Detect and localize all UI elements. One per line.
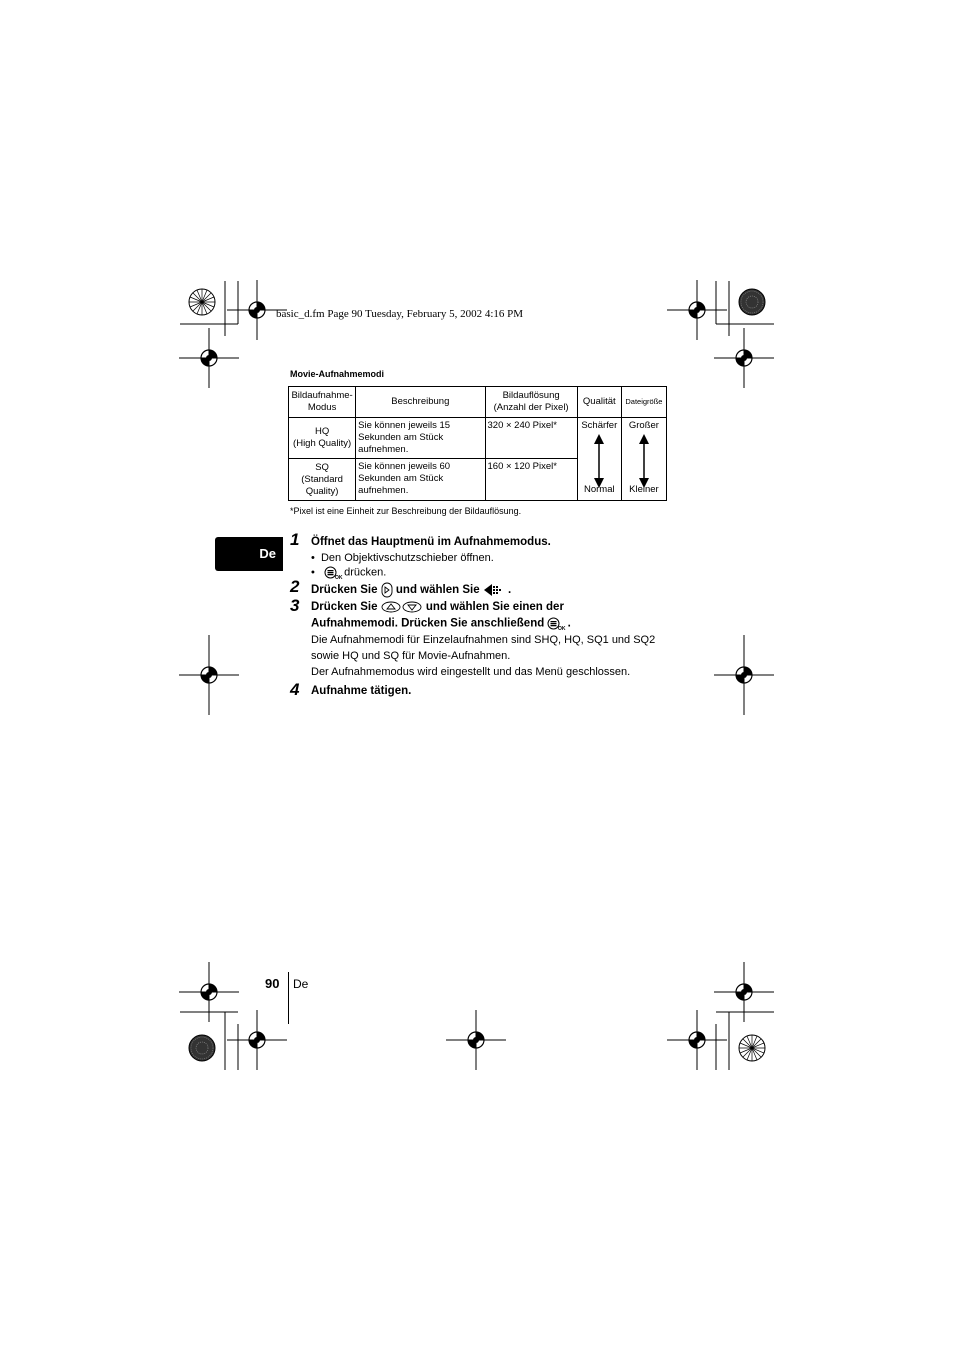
header-quality: Qualität bbox=[577, 387, 621, 418]
row-description: Sie können jeweils 15 Sekunden am Stück aufnehmen. bbox=[356, 418, 485, 459]
page-number: 90 bbox=[265, 976, 280, 991]
step-2-text bbox=[311, 582, 511, 598]
row-mode: SQ (Standard Quality) bbox=[289, 459, 356, 501]
bullet: • bbox=[311, 566, 315, 579]
step-3-line-2-text: Aufnahmemodi. Drücken Sie anschließend bbox=[311, 617, 545, 630]
header-mode: Bildaufnahme- Modus bbox=[289, 387, 356, 418]
step-2-part-1: Drücken Sie bbox=[311, 584, 378, 597]
step-3-line-2 bbox=[311, 617, 571, 630]
svg-text:OK: OK bbox=[558, 626, 566, 632]
header-file-size: Dateigröße bbox=[621, 387, 666, 418]
step-1-bullet-1 bbox=[311, 552, 494, 564]
table-row bbox=[289, 418, 667, 459]
size-top-label: Großer bbox=[628, 420, 659, 431]
arrow-pad-right-icon bbox=[381, 582, 393, 598]
row-mode: HQ (High Quality) bbox=[289, 418, 356, 459]
row-resolution: 160 × 120 Pixel* bbox=[485, 459, 577, 501]
step-2-number: 2 bbox=[290, 577, 300, 596]
step-3-body-2: sowie HQ und SQ für Movie-Aufnahmen. bbox=[311, 650, 511, 662]
step-4-number: 4 bbox=[290, 680, 300, 699]
page-language: De bbox=[293, 977, 309, 991]
step-1-number: 1 bbox=[290, 530, 300, 549]
ok-menu-button-icon bbox=[324, 566, 341, 579]
bullet-text: drücken. bbox=[344, 566, 387, 579]
quality-top-label: Schärfer bbox=[581, 420, 618, 431]
language-tab: De bbox=[215, 537, 283, 571]
bullet-text: Den Objektivschutzschieber öffnen. bbox=[320, 552, 494, 564]
step-1-bullet-2 bbox=[311, 566, 386, 579]
step-2-part-3: . bbox=[508, 584, 512, 597]
step-3-part-2: und wählen Sie einen der bbox=[425, 601, 564, 614]
table-footnote: *Pixel ist eine Einheit zur Beschreibung der Bildauflösung. bbox=[290, 506, 522, 516]
ok-menu-button-icon bbox=[547, 617, 564, 630]
step-3-body-1: Die Aufnahmemodi für Einzelaufnahmen sind SHQ, HQ, SQ1 und SQ2 bbox=[311, 634, 656, 646]
arrow-pad-up-down-icon bbox=[381, 601, 423, 613]
quality-scale bbox=[577, 418, 621, 501]
footer-divider bbox=[288, 972, 289, 1024]
svg-text:OK: OK bbox=[335, 575, 343, 581]
step-3-number: 3 bbox=[290, 596, 300, 615]
step-2-part-2: und wählen Sie bbox=[395, 584, 480, 597]
bullet: • bbox=[311, 552, 315, 564]
movie-mode-icon bbox=[483, 583, 505, 597]
size-bottom-label: Kleiner bbox=[629, 484, 659, 495]
movie-modes-table bbox=[288, 386, 667, 501]
step-3-part-1: Drücken Sie bbox=[311, 601, 378, 614]
step-3-body-3: Der Aufnahmemodus wird eingestellt und das Menü geschlossen. bbox=[311, 666, 631, 678]
header-description: Beschreibung bbox=[356, 387, 485, 418]
header-resolution: Bildauflösung (Anzahl der Pixel) bbox=[485, 387, 577, 418]
row-resolution: 320 × 240 Pixel* bbox=[485, 418, 577, 459]
double-arrow-icon bbox=[639, 434, 649, 488]
file-size-scale bbox=[621, 418, 666, 501]
step-4-title: Aufnahme tätigen. bbox=[311, 685, 412, 697]
row-description: Sie können jeweils 60 Sekunden am Stück aufnehmen. bbox=[356, 459, 485, 501]
step-3-line-2-end: . bbox=[567, 617, 571, 630]
section-title: Movie-Aufnahmemodi bbox=[290, 369, 385, 379]
file-header-line: basic_d.fm Page 90 Tuesday, February 5, 2002 4:16 PM bbox=[276, 308, 524, 320]
quality-bottom-label: Normal bbox=[583, 484, 615, 495]
step-3-line-1 bbox=[311, 601, 564, 613]
double-arrow-icon bbox=[594, 434, 604, 488]
step-1-title: Öffnet das Hauptmenü im Aufnahmemodus. bbox=[311, 536, 551, 548]
table-header-row bbox=[289, 387, 667, 418]
